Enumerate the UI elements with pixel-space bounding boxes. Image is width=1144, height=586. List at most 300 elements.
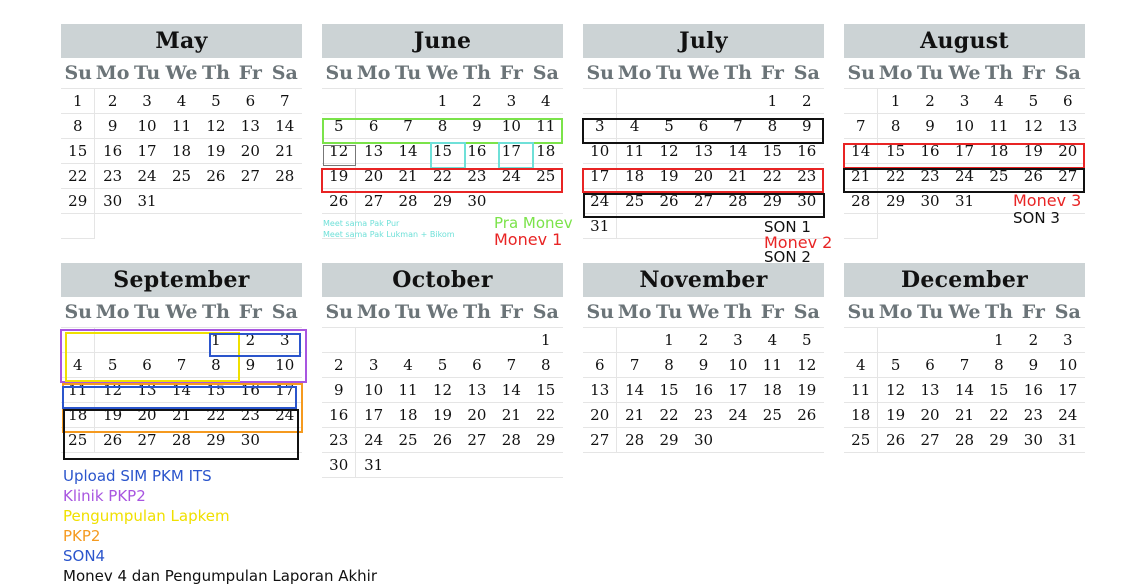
weekday-header: Fr <box>238 301 262 323</box>
day-cell: 16 <box>790 139 824 164</box>
day-cell: 9 <box>1016 353 1050 378</box>
day-cell: 23 <box>233 403 267 428</box>
day-cell: 29 <box>982 428 1016 453</box>
month-title: August <box>844 24 1085 58</box>
day-cell: 15 <box>982 378 1016 403</box>
legend-son4: SON4 <box>63 547 106 565</box>
day-cell <box>460 453 494 478</box>
day-cell: 4 <box>164 89 198 114</box>
day-cell: 9 <box>913 114 947 139</box>
monev4-week-box <box>63 409 299 460</box>
day-cell <box>322 328 356 353</box>
day-cell: 31 <box>947 189 981 214</box>
day-cell: 6 <box>913 353 947 378</box>
monev3-week-box <box>843 143 1085 169</box>
day-cell: 19 <box>878 403 912 428</box>
day-cell: 21 <box>164 403 198 428</box>
day-cell: 23 <box>790 164 824 189</box>
month-title: October <box>322 263 563 297</box>
day-cell: 23 <box>460 164 494 189</box>
day-cell <box>356 328 390 353</box>
weekday-header: Sa <box>793 301 820 323</box>
weekday-header: Th <box>723 301 752 323</box>
weekday-header: Mo <box>95 62 130 84</box>
day-cell: 23 <box>1016 403 1050 428</box>
day-cell: 10 <box>268 353 302 378</box>
day-cell: 5 <box>95 353 129 378</box>
day-cell: 23 <box>95 164 129 189</box>
pra-monev-week-box <box>322 118 563 144</box>
day-grid <box>844 297 1085 453</box>
day-cell: 1 <box>652 328 686 353</box>
day-cell: 17 <box>1051 378 1085 403</box>
day-cell: 31 <box>583 214 617 239</box>
day-cell: 26 <box>95 428 129 453</box>
day-cell: 12 <box>322 139 356 164</box>
day-cell: 23 <box>322 428 356 453</box>
day-cell: 4 <box>529 89 563 114</box>
weekday-header: Mo <box>617 301 652 323</box>
weekday-header: Su <box>325 301 353 323</box>
day-cell <box>322 89 356 114</box>
day-cell <box>268 189 302 214</box>
day-cell <box>583 328 617 353</box>
day-cell: 23 <box>913 164 947 189</box>
day-cell: 7 <box>844 114 878 139</box>
day-cell: 9 <box>233 353 267 378</box>
day-cell: 29 <box>755 189 789 214</box>
day-cell: 25 <box>61 428 95 453</box>
day-cell: 24 <box>268 403 302 428</box>
weekday-header: Th <box>984 301 1013 323</box>
day-cell: 9 <box>686 353 720 378</box>
day-cell: 16 <box>460 139 494 164</box>
day-cell: 18 <box>982 139 1016 164</box>
weekday-header: Fr <box>760 301 784 323</box>
day-grid <box>583 297 824 453</box>
day-cell: 29 <box>878 189 912 214</box>
day-cell: 2 <box>322 353 356 378</box>
son4-week-box <box>62 386 297 409</box>
day-cell: 27 <box>460 428 494 453</box>
day-cell: 13 <box>583 378 617 403</box>
day-cell: 13 <box>686 139 720 164</box>
day-cell <box>844 89 878 114</box>
day-cell: 4 <box>617 114 651 139</box>
day-cell: 27 <box>583 428 617 453</box>
upload-sim-box <box>209 333 301 357</box>
day-grid <box>322 297 563 478</box>
day-cell: 3 <box>268 328 302 353</box>
day-cell: 18 <box>755 378 789 403</box>
weekday-header: Mo <box>878 62 913 84</box>
day-cell: 20 <box>356 164 390 189</box>
day-cell: 25 <box>844 428 878 453</box>
day-cell: 7 <box>494 353 528 378</box>
day-cell: 12 <box>790 353 824 378</box>
weekday-header: Th <box>723 62 752 84</box>
day-cell: 21 <box>947 403 981 428</box>
day-cell: 27 <box>356 189 390 214</box>
day-cell: 25 <box>164 164 198 189</box>
day-cell <box>878 328 912 353</box>
weekday-header: Fr <box>238 62 262 84</box>
weekday-header: Mo <box>617 62 652 84</box>
day-cell: 25 <box>617 189 651 214</box>
weekday-header: Tu <box>394 62 422 84</box>
day-cell: 13 <box>460 378 494 403</box>
day-cell: 8 <box>199 353 233 378</box>
weekday-header: Th <box>462 301 491 323</box>
weekday-header: Tu <box>916 62 944 84</box>
day-cell: 4 <box>755 328 789 353</box>
day-cell: 8 <box>652 353 686 378</box>
day-cell: 19 <box>199 139 233 164</box>
weekday-header: Th <box>201 301 230 323</box>
day-cell: 10 <box>947 114 981 139</box>
day-cell: 22 <box>982 403 1016 428</box>
day-cell: 2 <box>1016 328 1050 353</box>
month-may <box>61 24 302 239</box>
day-cell: 2 <box>460 89 494 114</box>
day-cell: 14 <box>947 378 981 403</box>
day-cell: 17 <box>947 139 981 164</box>
month-title: July <box>583 24 824 58</box>
day-cell: 28 <box>164 428 198 453</box>
day-cell: 20 <box>460 403 494 428</box>
day-cell <box>460 328 494 353</box>
day-cell <box>583 89 617 114</box>
day-cell: 10 <box>583 139 617 164</box>
day-cell: 7 <box>164 353 198 378</box>
day-cell: 27 <box>913 428 947 453</box>
legend-monev4: Monev 4 dan Pengumpulan Laporan Akhir <box>63 567 378 585</box>
day-cell: 5 <box>322 114 356 139</box>
weekday-header: Su <box>847 301 875 323</box>
legend <box>63 466 377 586</box>
day-cell: 30 <box>322 453 356 478</box>
day-cell: 31 <box>356 453 390 478</box>
weekday-header: Sa <box>271 62 298 84</box>
day-cell <box>391 89 425 114</box>
day-cell: 19 <box>95 403 129 428</box>
weekday-header: Sa <box>271 301 298 323</box>
day-cell: 30 <box>233 428 267 453</box>
month-title: December <box>844 263 1085 297</box>
day-cell: 24 <box>494 164 528 189</box>
day-cell: 16 <box>95 139 129 164</box>
day-cell: 20 <box>1051 139 1085 164</box>
day-cell: 22 <box>61 164 95 189</box>
day-cell: 2 <box>913 89 947 114</box>
weekday-header: Su <box>325 62 353 84</box>
day-cell: 11 <box>617 139 651 164</box>
day-cell: 14 <box>617 378 651 403</box>
day-cell: 27 <box>686 189 720 214</box>
day-cell: 16 <box>1016 378 1050 403</box>
weekday-header: Tu <box>655 62 683 84</box>
day-cell: 27 <box>130 428 164 453</box>
day-cell: 10 <box>721 353 755 378</box>
day-cell: 2 <box>686 328 720 353</box>
day-cell: 30 <box>913 189 947 214</box>
day-cell: 18 <box>164 139 198 164</box>
day-cell: 24 <box>130 164 164 189</box>
day-cell: 21 <box>494 403 528 428</box>
day-cell <box>391 453 425 478</box>
day-cell: 29 <box>652 428 686 453</box>
day-cell: 16 <box>913 139 947 164</box>
day-cell <box>494 328 528 353</box>
day-cell: 27 <box>233 164 267 189</box>
day-cell: 6 <box>686 114 720 139</box>
note-son-2: SON 2 <box>764 248 811 266</box>
day-cell: 20 <box>130 403 164 428</box>
legend-klinik-pkp2: Klinik PKP2 <box>63 487 146 505</box>
day-cell: 7 <box>947 353 981 378</box>
day-cell: 21 <box>721 164 755 189</box>
day-cell: 3 <box>721 328 755 353</box>
day-cell: 1 <box>529 328 563 353</box>
day-cell <box>233 189 267 214</box>
day-cell: 26 <box>878 428 912 453</box>
day-cell: 1 <box>878 89 912 114</box>
day-cell: 3 <box>947 89 981 114</box>
day-cell <box>755 428 789 453</box>
day-cell: 22 <box>652 403 686 428</box>
day-cell: 24 <box>356 428 390 453</box>
day-cell: 10 <box>130 114 164 139</box>
weekday-header: Sa <box>532 62 559 84</box>
day-cell: 15 <box>61 139 95 164</box>
day-cell: 21 <box>617 403 651 428</box>
month-october <box>322 263 563 478</box>
day-cell: 26 <box>790 403 824 428</box>
day-cell <box>391 328 425 353</box>
day-cell: 24 <box>1051 403 1085 428</box>
day-cell: 4 <box>982 89 1016 114</box>
note-monev-1: Monev 1 <box>494 230 563 249</box>
note-pra-monev: Pra Monev <box>494 214 573 232</box>
weekday-header: Fr <box>1021 62 1045 84</box>
day-cell: 10 <box>494 114 528 139</box>
day-cell: 29 <box>199 428 233 453</box>
son2-week-box <box>583 193 825 218</box>
weekday-header: Mo <box>95 301 130 323</box>
legend-pkp2: PKP2 <box>63 527 101 545</box>
day-cell: 24 <box>947 164 981 189</box>
day-cell: 9 <box>322 378 356 403</box>
day-cell: 1 <box>982 328 1016 353</box>
day-cell: 18 <box>529 139 563 164</box>
weekday-header: Fr <box>1021 301 1045 323</box>
day-cell: 12 <box>652 139 686 164</box>
day-cell: 28 <box>947 428 981 453</box>
day-cell <box>686 89 720 114</box>
day-cell: 31 <box>130 189 164 214</box>
weekday-header: We <box>948 301 981 323</box>
day-cell <box>425 328 459 353</box>
day-cell <box>617 328 651 353</box>
day-cell: 9 <box>790 114 824 139</box>
day-cell: 18 <box>391 403 425 428</box>
day-cell: 15 <box>755 139 789 164</box>
day-cell: 11 <box>164 114 198 139</box>
day-cell: 28 <box>617 428 651 453</box>
day-cell: 25 <box>529 164 563 189</box>
weekday-header: Su <box>64 301 92 323</box>
day-cell: 22 <box>199 403 233 428</box>
month-title: June <box>322 24 563 58</box>
day-cell: 14 <box>494 378 528 403</box>
day-cell: 1 <box>755 89 789 114</box>
day-cell: 3 <box>356 353 390 378</box>
day-cell: 30 <box>95 189 129 214</box>
day-cell: 28 <box>494 428 528 453</box>
day-cell: 30 <box>686 428 720 453</box>
day-cell: 15 <box>199 378 233 403</box>
day-cell: 17 <box>356 403 390 428</box>
day-cell <box>844 214 878 239</box>
weekday-header: Su <box>586 301 614 323</box>
weekday-header: Sa <box>1054 301 1081 323</box>
meet-lukman-we-box <box>430 142 466 169</box>
day-cell: 18 <box>617 164 651 189</box>
day-cell: 24 <box>583 189 617 214</box>
day-cell: 13 <box>233 114 267 139</box>
weekday-header: Sa <box>532 301 559 323</box>
weekday-header: We <box>165 62 198 84</box>
day-cell: 27 <box>1051 164 1085 189</box>
day-cell: 9 <box>95 114 129 139</box>
day-cell <box>61 214 95 239</box>
day-cell: 2 <box>233 328 267 353</box>
day-cell: 31 <box>1051 428 1085 453</box>
day-cell: 18 <box>844 403 878 428</box>
weekday-header: Th <box>201 62 230 84</box>
day-cell: 8 <box>529 353 563 378</box>
weekday-header: Mo <box>356 301 391 323</box>
day-cell: 28 <box>268 164 302 189</box>
day-cell: 5 <box>790 328 824 353</box>
day-cell: 10 <box>1051 353 1085 378</box>
day-cell: 3 <box>494 89 528 114</box>
day-cell: 7 <box>268 89 302 114</box>
day-cell: 2 <box>790 89 824 114</box>
day-cell: 1 <box>61 89 95 114</box>
weekday-header: We <box>687 62 720 84</box>
weekday-header: We <box>165 301 198 323</box>
day-cell <box>356 89 390 114</box>
day-cell: 5 <box>652 114 686 139</box>
day-cell: 28 <box>721 189 755 214</box>
day-cell: 16 <box>233 378 267 403</box>
day-cell: 11 <box>982 114 1016 139</box>
day-cell: 5 <box>425 353 459 378</box>
day-cell: 29 <box>61 189 95 214</box>
day-cell: 20 <box>686 164 720 189</box>
day-cell: 6 <box>356 114 390 139</box>
day-cell: 1 <box>425 89 459 114</box>
day-cell: 4 <box>844 353 878 378</box>
legend-upload-sim: Upload SIM PKM ITS <box>63 467 212 485</box>
day-cell: 8 <box>755 114 789 139</box>
weekday-header: Fr <box>499 301 523 323</box>
day-cell: 29 <box>425 189 459 214</box>
weekday-header: We <box>948 62 981 84</box>
day-cell: 25 <box>391 428 425 453</box>
day-cell: 3 <box>130 89 164 114</box>
day-cell: 30 <box>460 189 494 214</box>
day-cell: 16 <box>322 403 356 428</box>
note-monev-3: Monev 3 <box>1013 191 1082 210</box>
day-cell <box>913 328 947 353</box>
day-cell: 19 <box>652 164 686 189</box>
day-cell: 13 <box>1051 114 1085 139</box>
day-cell <box>617 89 651 114</box>
day-cell: 26 <box>322 189 356 214</box>
weekday-header: Tu <box>133 62 161 84</box>
day-cell: 17 <box>268 378 302 403</box>
day-cell: 6 <box>1051 89 1085 114</box>
son3-week-box <box>843 168 1085 193</box>
monev1-week-box <box>321 168 563 193</box>
day-cell: 16 <box>686 378 720 403</box>
day-cell: 7 <box>721 114 755 139</box>
day-cell: 22 <box>878 164 912 189</box>
weekday-header: Tu <box>133 301 161 323</box>
day-cell: 5 <box>199 89 233 114</box>
day-cell: 26 <box>425 428 459 453</box>
day-cell: 17 <box>721 378 755 403</box>
weekday-header: Sa <box>793 62 820 84</box>
day-cell: 25 <box>755 403 789 428</box>
day-grid <box>61 58 302 239</box>
weekday-header: Su <box>847 62 875 84</box>
day-cell: 6 <box>233 89 267 114</box>
day-cell: 22 <box>529 403 563 428</box>
weekday-header: Th <box>984 62 1013 84</box>
day-cell: 17 <box>130 139 164 164</box>
day-cell: 11 <box>844 378 878 403</box>
day-cell <box>494 453 528 478</box>
day-cell: 9 <box>460 114 494 139</box>
day-cell: 30 <box>790 189 824 214</box>
day-cell <box>652 89 686 114</box>
day-cell: 14 <box>844 139 878 164</box>
day-cell <box>790 428 824 453</box>
month-title: May <box>61 24 302 58</box>
day-cell: 3 <box>1051 328 1085 353</box>
day-cell: 19 <box>322 164 356 189</box>
weekday-header: Mo <box>356 62 391 84</box>
day-cell: 8 <box>982 353 1016 378</box>
note-son-1: SON 1 <box>764 218 811 236</box>
weekday-header: Sa <box>1054 62 1081 84</box>
day-cell: 12 <box>878 378 912 403</box>
day-cell: 28 <box>844 189 878 214</box>
day-cell: 25 <box>982 164 1016 189</box>
note-meet-pak-lukman: Meet sama Pak Lukman + Bikom <box>323 230 455 239</box>
day-cell: 30 <box>1016 428 1050 453</box>
note-monev-2: Monev 2 <box>764 233 833 252</box>
month-december <box>844 263 1085 453</box>
legend-pengumpulan-lapkem: Pengumpulan Lapkem <box>63 507 230 525</box>
weekday-header: Mo <box>878 301 913 323</box>
day-cell: 3 <box>583 114 617 139</box>
day-cell: 15 <box>529 378 563 403</box>
day-cell: 28 <box>391 189 425 214</box>
